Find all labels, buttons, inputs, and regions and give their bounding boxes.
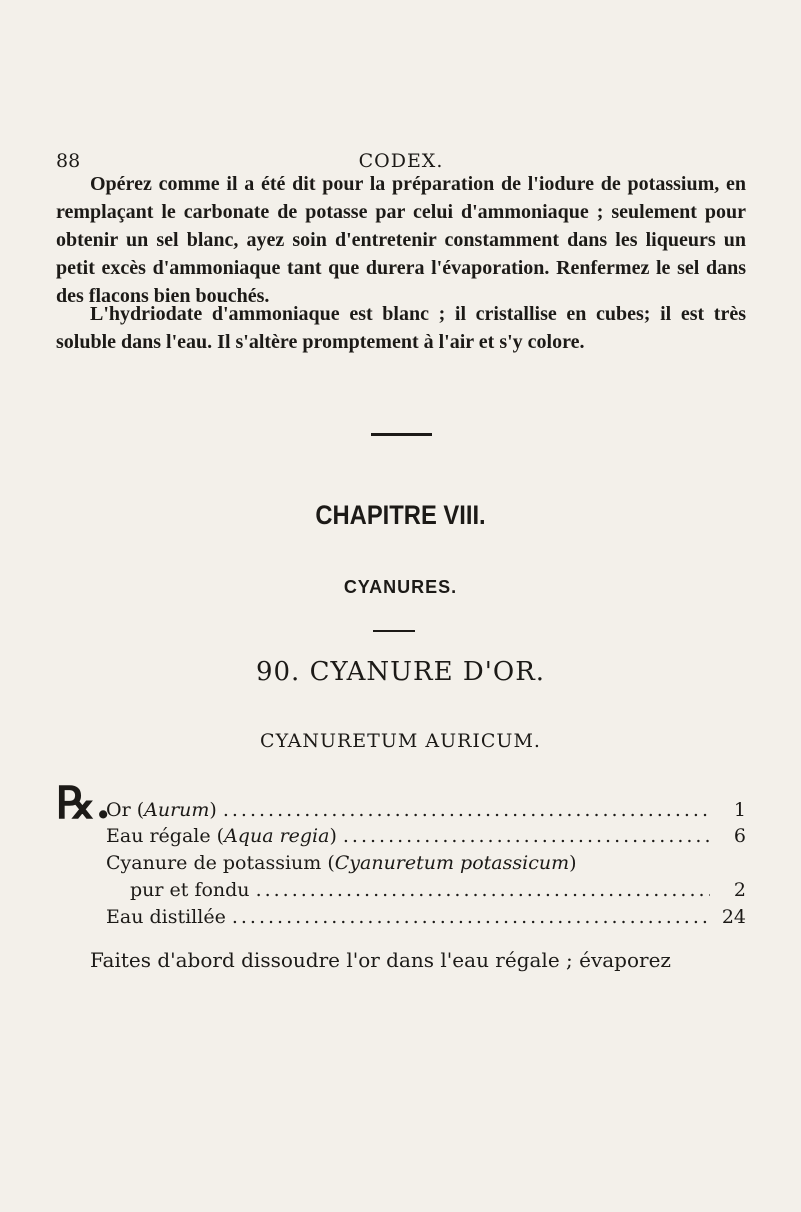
ingredient-quantity: 2	[733, 879, 746, 901]
ingredient-name: Eau régale (Aqua regia)	[106, 825, 337, 847]
ingredient-row	[106, 903, 746, 931]
ingredient-name: Cyanure de potassium (Cyanuretum potassicum)	[106, 852, 577, 874]
running-title: CODEX.	[358, 150, 444, 172]
leader-dots	[256, 876, 710, 904]
article-heading: 90. CYANURE D'OR.	[255, 657, 546, 687]
ingredient-name: pur et fondu	[130, 879, 250, 901]
ingredient-quantity: 1	[733, 799, 746, 821]
chapter-title: CHAPITRE VIII.	[315, 500, 486, 530]
ingredient-quantity: 6	[733, 825, 746, 847]
ingredient-row	[106, 822, 746, 850]
page-number: 88	[56, 150, 81, 172]
leader-dots	[232, 903, 710, 931]
ingredient-row	[130, 876, 746, 904]
leader-dots	[343, 822, 710, 850]
leader-dots	[223, 796, 710, 824]
ingredient-name: Or (Aurum)	[106, 799, 217, 821]
closing-paragraph: Faites d'abord dissoudre l'or dans l'eau régale ; évaporez	[90, 948, 671, 972]
chapter-divider	[371, 433, 432, 436]
ingredient-row	[106, 849, 746, 877]
paragraph-preparation: Opérez comme il a été dit pour la préparation de l'iodure de potassium, en remplaçant le carbonate de potasse par celui d'ammoniaque ; seulement pour obtenir un sel blanc, ayez soin d'entretenir constamment dans les liqueurs un petit excès d'ammoniaque tant que durera l'évaporation. Renfermez le sel dans des flacons bien bouchés.	[56, 173, 746, 307]
section-title: CYANURES.	[343, 577, 458, 597]
section-divider	[373, 630, 415, 632]
ingredient-name: Eau distillée	[106, 906, 226, 928]
paragraph-properties: L'hydriodate d'ammoniaque est blanc ; il cristallise en cubes; il est très soluble dans l'eau. Il s'altère promptement à l'air et s'y colore.	[56, 303, 746, 353]
recipe-symbol: ℞.	[56, 778, 111, 829]
latin-name: CYANURETUM AURICUM.	[260, 730, 541, 752]
ingredient-row	[106, 796, 746, 824]
ingredient-quantity: 24	[721, 906, 746, 928]
